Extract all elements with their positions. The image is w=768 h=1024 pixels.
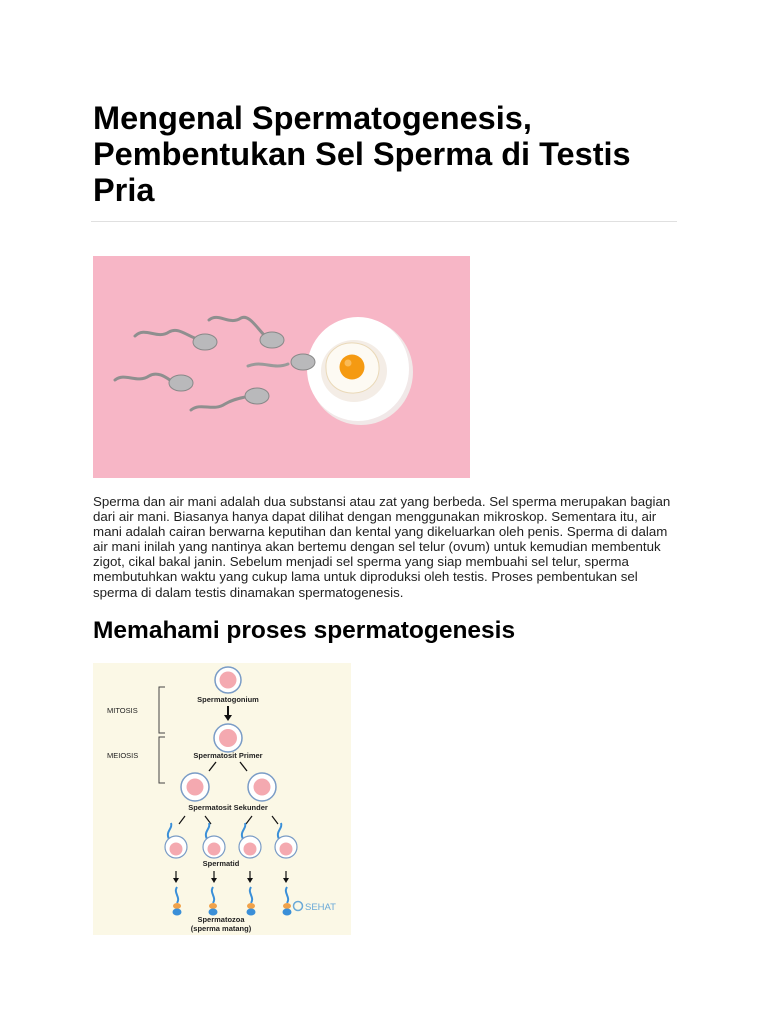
spermatozoa-label: Spermatozoa: [197, 915, 245, 924]
spermatid-label: Spermatid: [202, 859, 240, 868]
spermatozoa-note: (sperma matang): [190, 924, 252, 933]
secondary-spermatocyte-cell: [248, 773, 276, 801]
title-divider: [91, 221, 677, 222]
article-paragraph: Sperma dan air mani adalah dua substansi atau zat yang berbeda. Sel sperma merupakan bagian dari air mani. Biasanya hanya dapat dilihat dengan menggunakan mikroskop. Sementara itu, air mani adalah cairan berwarna keputihan dan kental yang dikeluarkan oleh penis. Sperma di dalam air mani inilah yang nantinya akan bertemu dengan sel telur (ovum) untuk kemudian membentuk zigot, cikal bakal janin. Sebelum menjadi sel sperma yang siap membuahi sel telur, sperma membutuhkan waktu yang cukup lama untuk diproduksi oleh testis. Proses pembentukan sel sperma di dalam testis dinamakan spermatogenesis.: [93, 494, 671, 600]
primary-spermatocyte-cell: [214, 724, 242, 752]
section-heading: Memahami proses spermatogenesis: [93, 617, 516, 644]
secondary-spermatocyte-cell: [181, 773, 209, 801]
article-title: Mengenal Spermatogenesis, Pembentukan Sel Sperma di Testis Pria: [93, 100, 631, 208]
meiosis-label: MEIOSIS: [107, 751, 139, 760]
primary-spermatocyte-label: Spermatosit Primer: [193, 751, 263, 760]
spermatogonium-label: Spermatogonium: [197, 695, 259, 704]
secondary-spermatocyte-label: Spermatosit Sekunder: [188, 803, 268, 812]
sperm-egg-illustration: [93, 256, 470, 478]
hero-image: [93, 256, 470, 478]
watermark-text: SEHAT: [305, 902, 336, 913]
mitosis-label: MITOSIS: [107, 706, 138, 715]
spermatogonium-cell: [215, 667, 241, 693]
diagram-canvas: [93, 663, 351, 935]
spermatogenesis-diagram: [93, 663, 351, 935]
